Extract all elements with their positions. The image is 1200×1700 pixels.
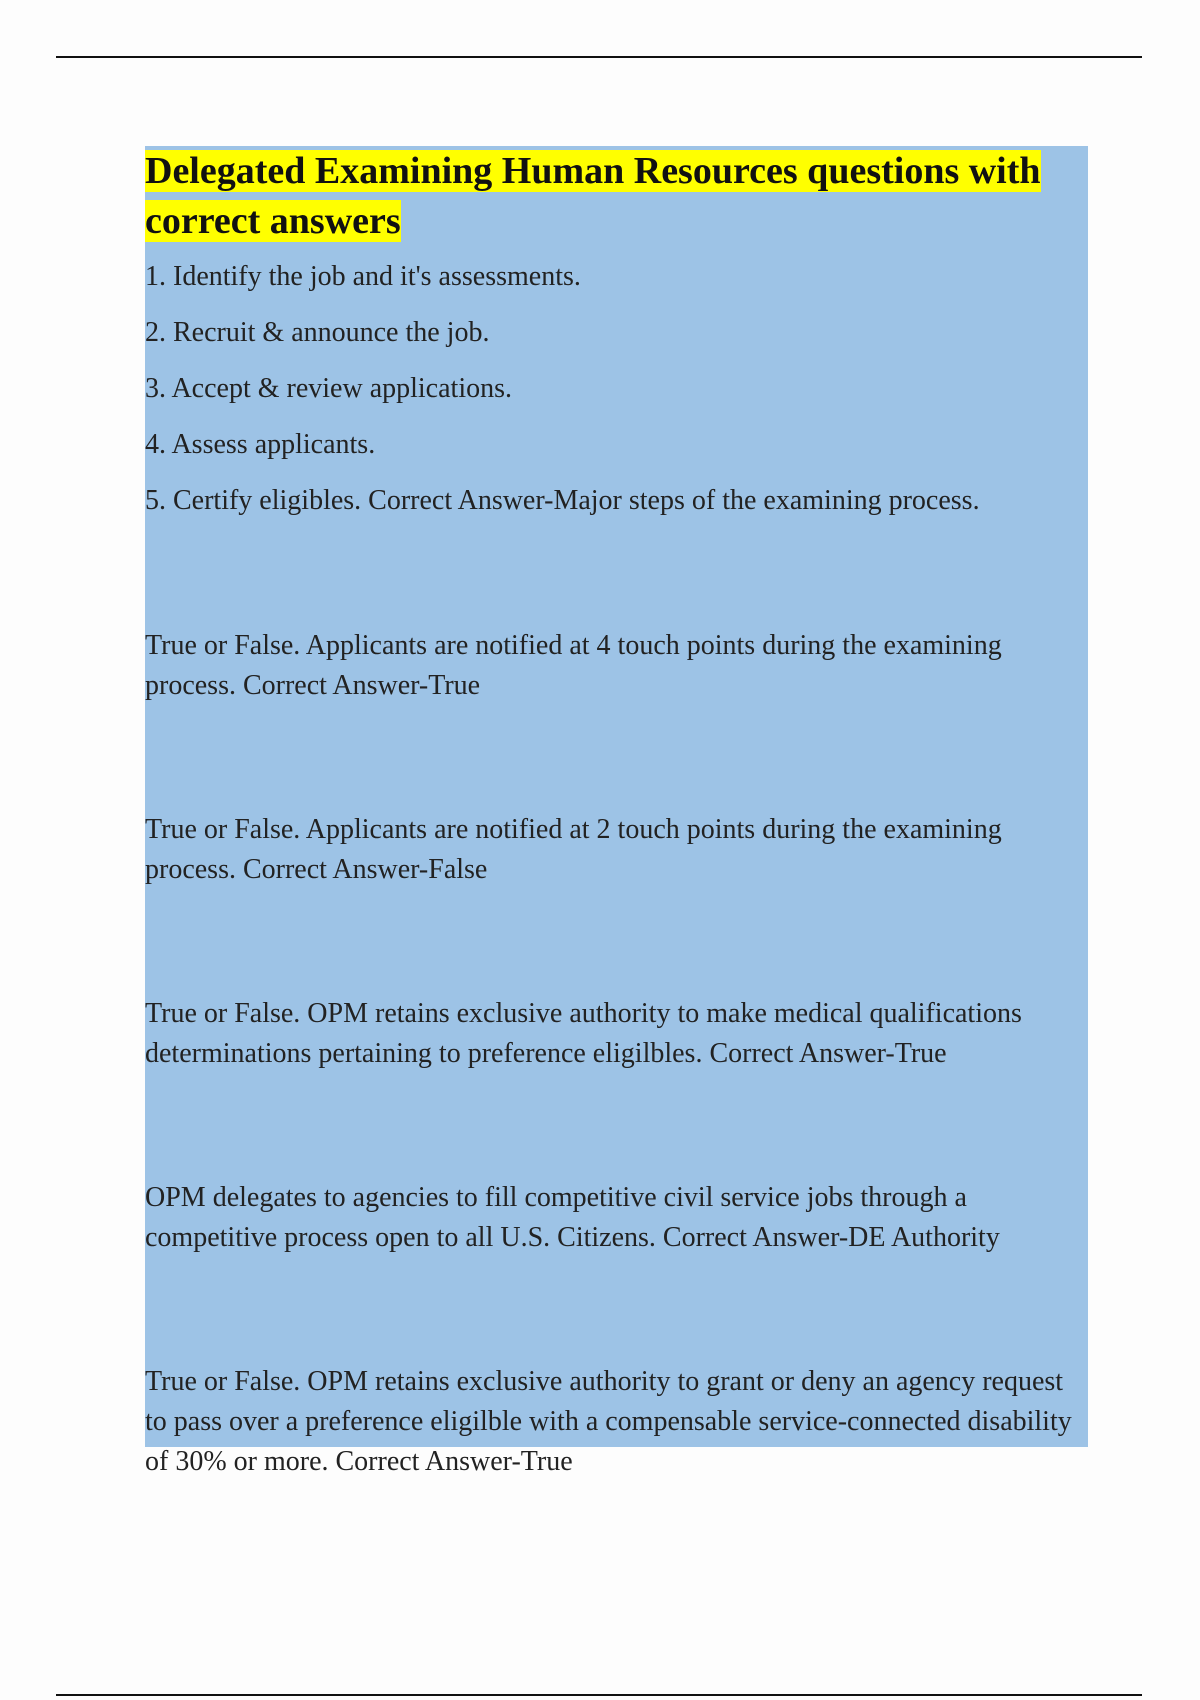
- qa-item: True or False. Applicants are notified at 4 touch points during the examining process. Correct Answer-True: [145, 630, 1002, 701]
- step-item: 5. Certify eligibles. Correct Answer-Major steps of the examining process.: [145, 485, 980, 516]
- qa-item: True or False. OPM retains exclusive authority to make medical qualifications determinations pertaining to preference eligilbles. Correct Answer-True: [145, 998, 1022, 1069]
- step-item: 1. Identify the job and it's assessments.: [145, 261, 581, 292]
- document-content: [145, 146, 1088, 1477]
- title-highlight: Delegated Examining Human Resources questions with correct answers: [145, 150, 1041, 242]
- step-item: 4. Assess applicants.: [145, 429, 376, 460]
- qa-item: OPM delegates to agencies to fill competitive civil service jobs through a competitive process open to all U.S. Citizens. Correct Answer-DE Authority: [145, 1182, 1000, 1253]
- qa-item: True or False. OPM retains exclusive authority to grant or deny an agency request to pass over a preference eligilble with a compensable service-connected disability of 30% or more. Correct Answer-True: [145, 1366, 1072, 1477]
- header-rule: [56, 56, 1142, 58]
- step-item: 3. Accept & review applications.: [145, 373, 512, 404]
- steps-list: [145, 258, 1088, 520]
- footer-rule: [56, 1694, 1142, 1696]
- step-item: 2. Recruit & announce the job.: [145, 317, 490, 348]
- document-title: [145, 146, 1088, 246]
- qa-item: True or False. Applicants are notified at 2 touch points during the examining process. Correct Answer-False: [145, 814, 1002, 885]
